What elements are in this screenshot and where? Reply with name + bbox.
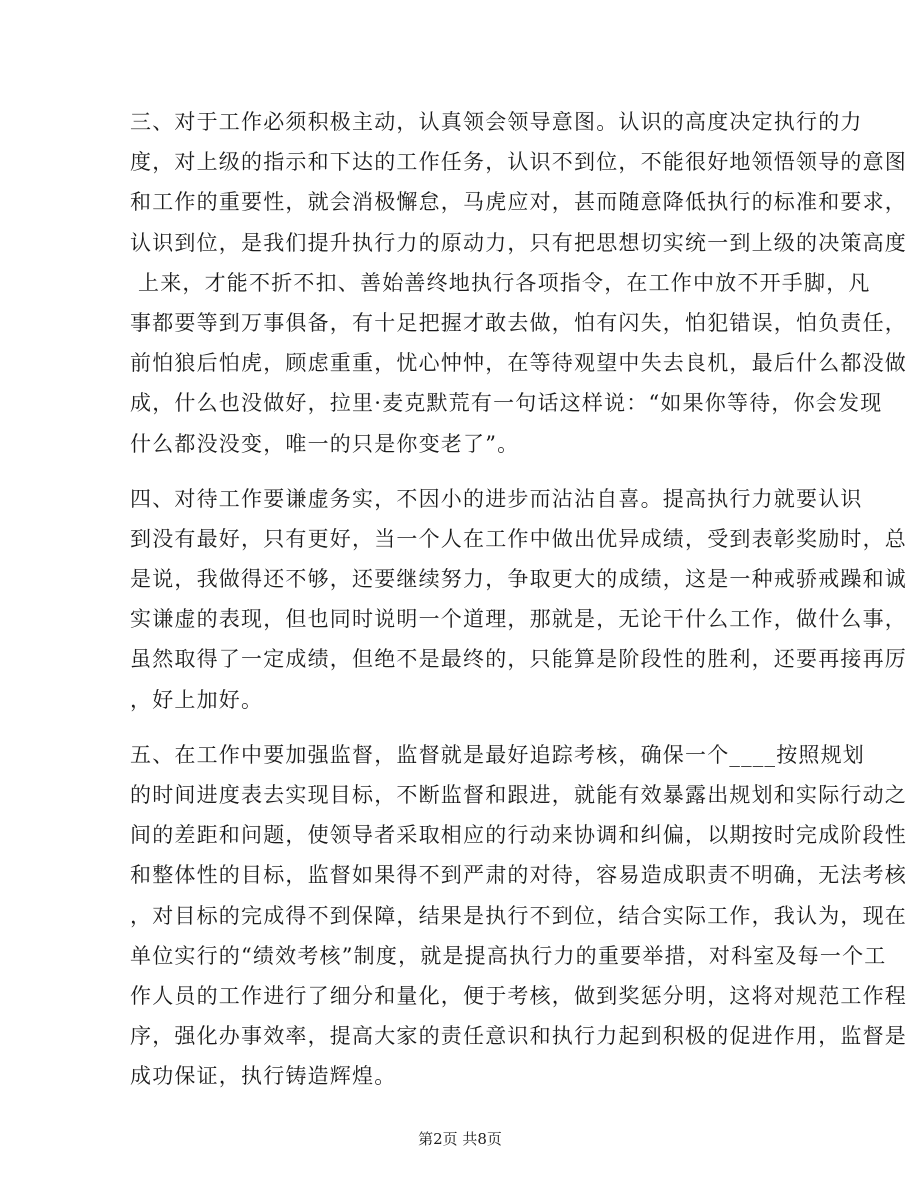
paragraph-3-line-3: 和工作的重要性，就会消极懈怠，马虎应对，甚而随意降低执行的标准和要求， bbox=[130, 190, 907, 215]
paragraph-4-line-4: 实谦虚的表现，但也同时说明一个道理，那就是，无论干什么工作，做什么事， bbox=[130, 607, 907, 632]
paragraph-4-line-2: 到没有最好，只有更好，当一个人在工作中做出优异成绩，受到表彰奖励时，总 bbox=[130, 526, 907, 551]
paragraph-3-line-6: 事都要等到万事俱备，有十足把握才敢去做，怕有闪失，怕犯错误，怕负责任， bbox=[130, 310, 907, 335]
paragraph-5-line-4: 和整体性的目标，监督如果得不到严肃的对待，容易造成职责不明确，无法考核 bbox=[130, 863, 907, 888]
paragraph-4-line-3: 是说，我做得还不够，还要继续努力，争取更大的成绩，这是一种戒骄戒躁和诚 bbox=[130, 567, 907, 592]
paragraph-5-line-6: 单位实行的“绩效考核”制度，就是提高执行力的重要举措，对科室及每一个工 bbox=[130, 943, 887, 968]
paragraph-3-line-8: 成，什么也没做好，拉里·麦克默荒有一句话这样说：“如果你等待，你会发现 bbox=[130, 391, 883, 416]
paragraph-3-line-5: 上来，才能不折不扣、善始善终地执行各项指令，在工作中放不开手脚，凡 bbox=[138, 270, 871, 295]
paragraph-3-line-1: 三、对于工作必须积极主动，认真领会领导意图。认识的高度决定执行的力 bbox=[130, 110, 863, 134]
paragraph-gap bbox=[130, 720, 810, 735]
paragraph-5-line-7: 作人员的工作进行了细分和量化，便于考核，做到奖惩分明，这将对规范工作程 bbox=[130, 983, 907, 1008]
paragraph-5-line-1: 五、在工作中要加强监督，监督就是最好追踪考核，确保一个____按照规划 bbox=[130, 742, 865, 767]
paragraph-4-line-6: ，好上加好。 bbox=[130, 687, 264, 712]
paragraph-3-line-9: 什么都没没变，唯一的只是你变老了”。 bbox=[130, 431, 520, 456]
paragraph-5-line-5: ，对目标的完成得不到保障，结果是执行不到位，结合实际工作，我认为，现在 bbox=[130, 903, 907, 928]
paragraph-4-line-5: 虽然取得了一定成绩，但绝不是最终的，只能算是阶段性的胜利，还要再接再厉 bbox=[130, 647, 907, 672]
paragraph-5-line-3: 间的差距和问题，使领导者采取相应的行动来协调和纠偏，以期按时完成阶段性 bbox=[130, 823, 907, 848]
paragraph-3-line-4: 认识到位，是我们提升执行力的原动力，只有把思想切实统一到上级的决策高度 bbox=[130, 230, 907, 255]
paragraph-5-line-9: 成功保证，执行铸造辉煌。 bbox=[130, 1064, 397, 1089]
paragraph-gap bbox=[130, 464, 810, 479]
paragraph-3-line-7: 前怕狼后怕虎，顾虑重重，忧心忡忡，在等待观望中失去良机，最后什么都没做 bbox=[130, 351, 907, 376]
paragraph-3-line-2: 度，对上级的指示和下达的工作任务，认识不到位，不能很好地领悟领导的意图 bbox=[130, 150, 907, 175]
document-body bbox=[130, 102, 907, 1097]
paragraph-5-line-2: 的时间进度表去实现目标，不断监督和跟进，就能有效暴露出规划和实际行动之 bbox=[130, 783, 907, 807]
paragraph-5-line-8: 序，强化办事效率，提高大家的责任意识和执行力起到积极的促进作用，监督是 bbox=[130, 1024, 907, 1049]
page-number-footer: 第2页 共8页 bbox=[418, 1130, 502, 1148]
paragraph-4-line-1: 四、对待工作要谦虚务实，不因小的进步而沾沾自喜。提高执行力就要认识 bbox=[130, 486, 863, 511]
